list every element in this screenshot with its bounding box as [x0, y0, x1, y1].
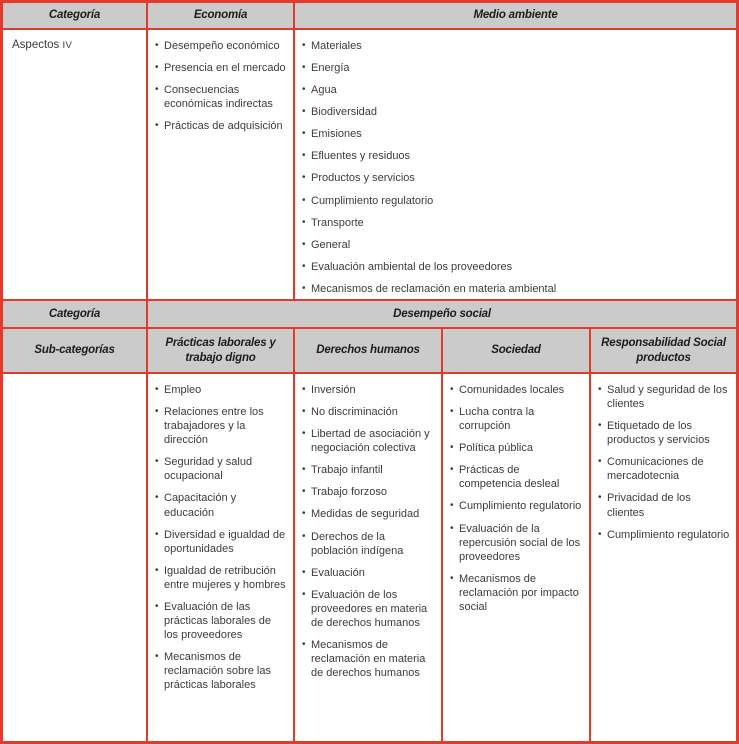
bullet-icon: •: [155, 564, 159, 576]
list-item-label: Prácticas de adquisición: [164, 120, 283, 133]
list-item-label: Empleo: [164, 384, 202, 396]
list-item-label: Energía: [311, 62, 350, 75]
list-item: [155, 119, 289, 133]
list-item-label: Evaluación ambiental de los proveedores: [311, 260, 513, 273]
bullet-icon: •: [155, 406, 159, 418]
list-item: [155, 405, 289, 447]
list-item: [155, 650, 289, 692]
header-practicas-laborales: Prácticas laborales y trabajo digno: [148, 329, 295, 374]
list-item-label: Mecanismos de reclamación en materia de derechos humanos: [311, 639, 426, 680]
list-item-label: Salud y seguridad de los clientes: [607, 384, 728, 411]
list-item: [302, 83, 732, 97]
list-item-label: Evaluación: [311, 566, 365, 579]
list-item: [302, 638, 437, 680]
list-item-label: Diversidad e igualdad de oportunidades: [164, 528, 286, 555]
list-item: [302, 194, 732, 208]
bullet-icon: •: [302, 588, 306, 600]
bullet-icon: •: [155, 456, 159, 468]
list-item: [302, 383, 437, 397]
header-medio-ambiente: Medio ambiente: [295, 3, 736, 30]
list-item: [155, 383, 289, 397]
list-item: [598, 419, 732, 447]
list-item: [155, 600, 289, 642]
bullet-icon: •: [302, 282, 306, 294]
bullet-icon: •: [450, 406, 454, 418]
header-economia: Economía: [148, 3, 295, 30]
list-item-label: Etiquetado de los productos y servicios: [607, 420, 710, 447]
aspectos-label-text: Aspectos: [12, 39, 63, 51]
list-item: [155, 455, 289, 483]
bullet-icon: •: [155, 384, 159, 395]
aspectos-label: [10, 39, 72, 51]
bullet-icon: •: [302, 384, 306, 395]
bullet-icon: •: [302, 194, 306, 206]
aspectos-label-suffix: IV: [62, 40, 73, 51]
list-item: [302, 149, 732, 163]
cell-aspectos: [3, 30, 148, 301]
list-item-label: Cumplimiento regulatorio: [311, 194, 434, 207]
header-sociedad: Sociedad: [443, 329, 591, 374]
list-item: [302, 39, 732, 53]
list-item: [155, 491, 289, 519]
list-item-label: Evaluación de la repercusión social de los proveedores: [459, 522, 581, 563]
list-item-label: Privacidad de los clientes: [607, 492, 691, 519]
list-item-label: Desempeño económico: [164, 40, 280, 52]
list-item-label: Inversión: [311, 384, 356, 396]
list-item-label: Relaciones entre los trabajadores y la dirección: [164, 406, 264, 447]
list-item-label: Presencia en el mercado: [164, 62, 286, 75]
list-item-label: Libertad de asociación y negociación colectiva: [311, 428, 430, 455]
bullet-icon: •: [598, 420, 602, 432]
header-responsabilidad: Responsabilidad Social productos: [591, 329, 736, 374]
list-item-label: Productos y servicios: [311, 172, 415, 185]
list-item: [598, 491, 732, 519]
list-item-label: No discriminación: [311, 406, 398, 419]
list-item: [155, 39, 289, 53]
bullet-icon: •: [302, 172, 306, 184]
bullet-icon: •: [155, 120, 159, 132]
bullet-icon: •: [302, 40, 306, 51]
list-item: [450, 441, 585, 455]
bullet-icon: •: [450, 522, 454, 534]
list-item-label: Comunicaciones de mercadotecnia: [607, 456, 704, 483]
list-item: [302, 588, 437, 630]
economia-list: [155, 39, 289, 133]
list-item: [302, 61, 732, 75]
list-item: [155, 528, 289, 556]
empty-subcategory-cell: [3, 374, 148, 741]
list-item-label: Comunidades locales: [459, 384, 565, 396]
bullet-icon: •: [302, 486, 306, 498]
bullet-icon: •: [155, 528, 159, 540]
bullet-icon: •: [302, 106, 306, 118]
bullet-icon: •: [302, 62, 306, 74]
bullet-icon: •: [598, 492, 602, 504]
bullet-icon: •: [155, 40, 159, 51]
sociedad-list-cell: [443, 374, 591, 741]
bullet-icon: •: [302, 464, 306, 476]
bullet-icon: •: [302, 406, 306, 418]
bullet-icon: •: [302, 260, 306, 272]
list-item-label: Capacitación y educación: [164, 492, 237, 519]
list-item: [598, 383, 732, 411]
list-item: [302, 216, 732, 230]
list-item: [302, 566, 437, 580]
list-item-label: Evaluación de las prácticas laborales de los proveedores: [164, 600, 272, 642]
bullet-icon: •: [155, 651, 159, 663]
list-item: [450, 572, 585, 614]
list-item-label: General: [311, 238, 351, 251]
list-item: [302, 405, 437, 419]
bullet-icon: •: [450, 572, 454, 584]
derechos-humanos-list-cell: [295, 374, 443, 741]
bullet-icon: •: [302, 150, 306, 162]
list-item: [302, 530, 437, 558]
list-item: [155, 61, 289, 75]
list-item-label: Igualdad de retribución entre mujeres y hombres: [164, 564, 286, 591]
bullet-icon: •: [302, 216, 306, 228]
economia-list-cell: [148, 30, 295, 301]
list-item: [450, 383, 585, 397]
list-item-label: Materiales: [311, 40, 362, 52]
responsabilidad-list-cell: [591, 374, 736, 741]
bullet-icon: •: [598, 456, 602, 468]
bullet-icon: •: [302, 639, 306, 651]
list-item-label: Evaluación de los proveedores en materia de derechos humanos: [311, 588, 428, 629]
list-item: [302, 463, 437, 477]
header-desempeno-social: Desempeño social: [148, 301, 736, 329]
medio-ambiente-list: [302, 39, 732, 296]
list-item-label: Trabajo forzoso: [311, 486, 388, 499]
list-item: [598, 455, 732, 483]
list-item-label: Política pública: [459, 442, 533, 455]
list-item-label: Agua: [311, 84, 337, 97]
list-item-label: Efluentes y residuos: [311, 150, 411, 163]
derechos-humanos-list: [302, 383, 437, 680]
bullet-icon: •: [302, 508, 306, 520]
practicas-laborales-list-cell: [148, 374, 295, 741]
list-item: [302, 485, 437, 499]
bullet-icon: •: [155, 62, 159, 74]
bullet-icon: •: [302, 84, 306, 96]
list-item-label: Cumplimiento regulatorio: [607, 528, 730, 541]
list-item-label: Mecanismos de reclamación por impacto social: [459, 572, 579, 613]
list-item: [450, 522, 585, 564]
list-item: [302, 127, 732, 141]
bullet-icon: •: [155, 492, 159, 504]
list-item: [302, 238, 732, 252]
list-item: [450, 405, 585, 433]
bullet-icon: •: [302, 128, 306, 140]
list-item-label: Trabajo infantil: [311, 464, 383, 477]
list-item-label: Mecanismos de reclamación en materia ambiental: [311, 282, 557, 295]
list-item: [302, 171, 732, 185]
bullet-icon: •: [155, 84, 159, 96]
practicas-laborales-list: [155, 383, 289, 692]
list-item: [302, 427, 437, 455]
list-item-label: Biodiversidad: [311, 106, 378, 119]
list-item: [302, 507, 437, 521]
header-derechos-humanos: Derechos humanos: [295, 329, 443, 374]
list-item-label: Emisiones: [311, 128, 362, 141]
bullet-icon: •: [302, 238, 306, 250]
list-item: [302, 105, 732, 119]
list-item-label: Consecuencias económicas indirectas: [164, 84, 273, 111]
list-item-label: Seguridad y salud ocupacional: [164, 456, 253, 483]
list-item-label: Derechos de la población indígena: [311, 530, 404, 557]
list-item: [155, 564, 289, 592]
list-item-label: Mecanismos de reclamación sobre las prácticas laborales: [164, 651, 271, 692]
list-item-label: Prácticas de competencia desleal: [459, 464, 560, 491]
list-item-label: Lucha contra la corrupción: [459, 406, 535, 433]
bullet-icon: •: [302, 566, 306, 578]
list-item-label: Cumplimiento regulatorio: [459, 500, 582, 513]
bullet-icon: •: [450, 442, 454, 454]
bullet-icon: •: [450, 500, 454, 512]
sociedad-list: [450, 383, 585, 614]
bullet-icon: •: [155, 600, 159, 612]
list-item: [302, 282, 732, 296]
bullet-icon: •: [598, 384, 602, 395]
header-categoria-social: Categoría: [3, 301, 148, 329]
bullet-icon: •: [302, 530, 306, 542]
header-sub-categorias: Sub-categorías: [3, 329, 148, 374]
list-item-label: Medidas de seguridad: [311, 508, 420, 521]
bullet-icon: •: [450, 384, 454, 395]
bullet-icon: •: [302, 428, 306, 440]
bullet-icon: •: [598, 528, 602, 540]
responsabilidad-list: [598, 383, 732, 542]
list-item: [450, 499, 585, 513]
header-categoria-top: Categoría: [3, 3, 148, 30]
list-item: [450, 463, 585, 491]
list-item: [302, 260, 732, 274]
list-item: [598, 528, 732, 542]
medio-ambiente-list-cell: [295, 30, 736, 301]
bullet-icon: •: [450, 464, 454, 476]
list-item-label: Transporte: [311, 216, 364, 229]
list-item: [155, 83, 289, 111]
